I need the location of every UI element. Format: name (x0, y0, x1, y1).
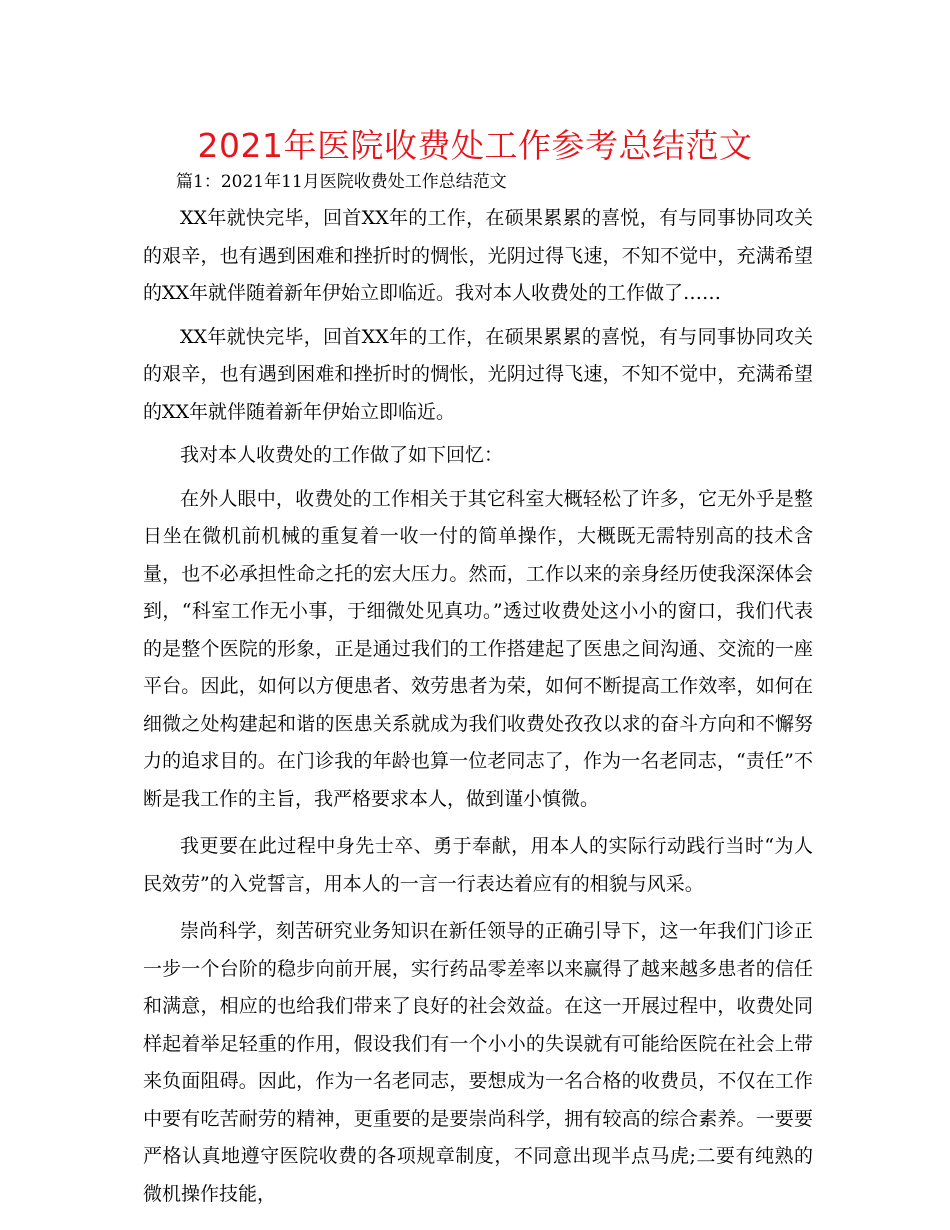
paragraph-6: 崇尚科学，刻苦研究业务知识在新任领导的正确引导下，这一年我们门诊正一步一个台阶的稳步向前开展，实行药品零差率以来赢得了越来越多患者的信任和满意，相应的也给我们带来了良好的社会效益。在这一开展过程中，收费处同样起着举足轻重的作用，假设我们有一个小小的失误就有可能给医院在社会上带来负面阻碍。因此，作为一名老同志，要想成为一名合格的收费员，不仅在工作中要有吃苦耐劳的精神，更重要的是要崇尚科学，拥有较高的综合素养。一要要严格认真地遵守医院收费的各项规章制度，不同意出现半点马虎;二要有纯熟的微机操作技能， (143, 920, 813, 1205)
paragraph-2: XX年就快完毕，回首XX年的工作，在硕果累累的喜悦，有与同事协同攻关的艰辛，也有遇到困难和挫折时的惆怅，光阴过得飞速，不知不觉中，充满希望的XX年就伴随着新年伊始立即临近。 (143, 325, 813, 423)
document-subtitle: 篇1：2021年11月医院收费处工作总结范文 (176, 172, 507, 192)
document-body (143, 200, 813, 1223)
document-title: 2021年医院收费处工作参考总结范文 (197, 126, 753, 165)
paragraph-5: 我更要在此过程中身先士卒、勇于奉献，用本人的实际行动践行当时“为人民效劳”的入党誓言，用本人的一言一行表达着应有的相貌与风采。 (143, 835, 813, 895)
paragraph-4: 在外人眼中，收费处的工作相关于其它科室大概轻松了许多，它无外乎是整日坐在微机前机械的重复着一收一付的简单操作，大概既无需特别高的技术含量，也不必承担性命之托的宏大压力。然而，工作以来的亲身经历使我深深体会到，“科室工作无小事，于细微处见真功。”透过收费处这小小的窗口，我们代表的是整个医院的形象，正是通过我们的工作搭建起了医患之间沟通、交流的一座平台。因此，如何以方便患者、效劳患者为荣，如何不断提高工作效率，如何在细微之处构建起和谐的医患关系就成为我们收费处孜孜以求的奋斗方向和不懈努力的追求目的。在门诊我的年龄也算一位老同志了，作为一名老同志，“责任”不断是我工作的主旨，我严格要求本人，做到谨小慎微。 (143, 487, 813, 810)
paragraph-3: 我对本人收费处的工作做了如下回忆： (180, 444, 504, 466)
paragraph-1: XX年就快完毕，回首XX年的工作，在硕果累累的喜悦，有与同事协同攻关的艰辛，也有遇到困难和挫折时的惆怅，光阴过得飞速，不知不觉中，充满希望的XX年就伴随着新年伊始立即临近。我对本人收费处的工作做了…… (143, 207, 813, 304)
